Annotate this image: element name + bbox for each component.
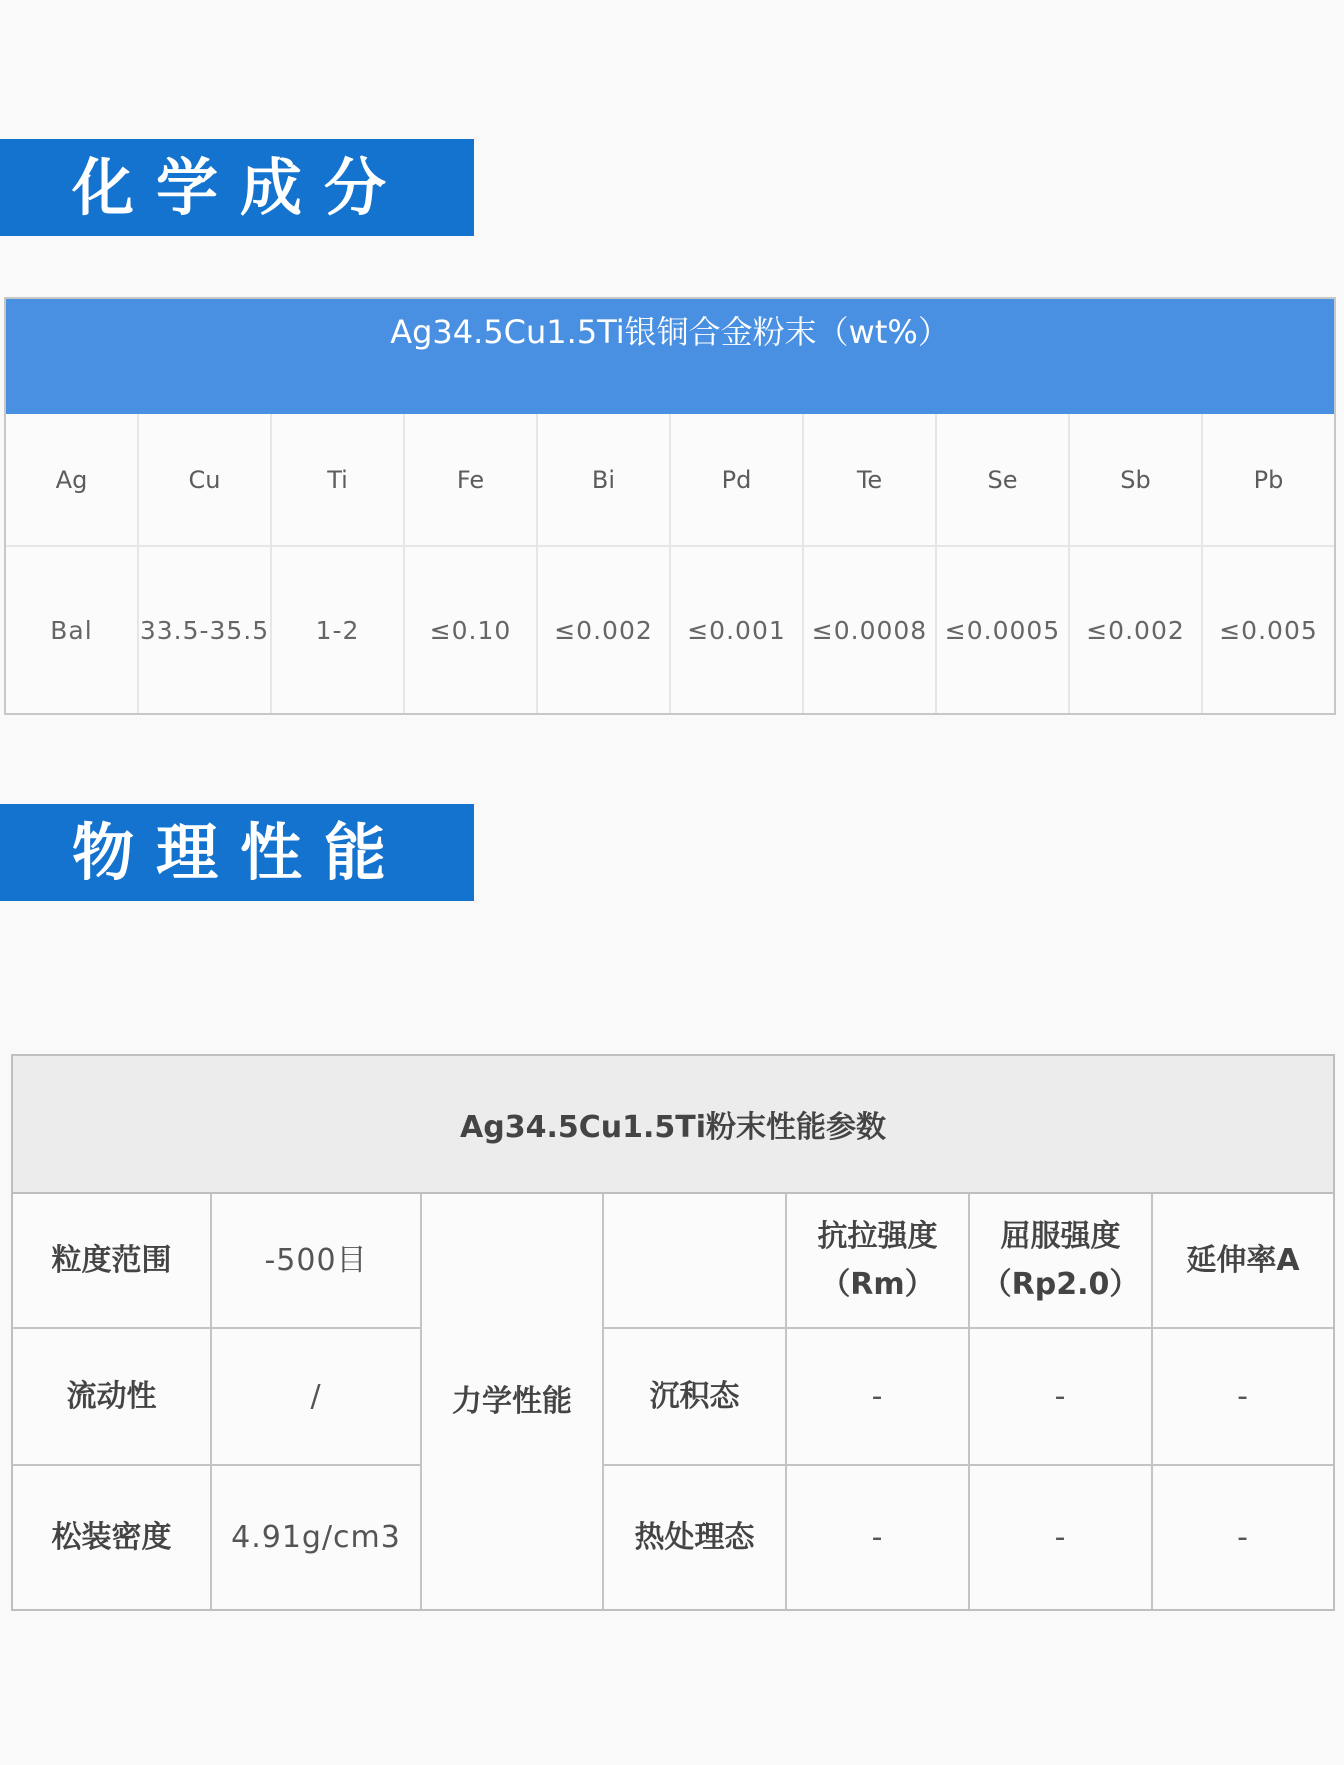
value-cell: ≤0.0005 (937, 547, 1070, 713)
element-cell: Se (937, 414, 1070, 545)
flowability-label: 流动性 (13, 1329, 212, 1466)
composition-value-row (6, 547, 1334, 713)
heat-treated-yield-value: - (970, 1466, 1153, 1609)
element-cell: Te (804, 414, 937, 545)
element-cell: Sb (1070, 414, 1203, 545)
element-cell: Ag (6, 414, 139, 545)
heat-treated-tensile-value: - (787, 1466, 970, 1609)
element-header-row (6, 414, 1334, 547)
composition-table-title: Ag34.5Cu1.5Ti银铜合金粉末（wt%） (6, 299, 1334, 414)
element-cell: Bi (538, 414, 671, 545)
value-cell: 1-2 (272, 547, 405, 713)
value-cell: ≤0.10 (405, 547, 538, 713)
particle-size-label: 粒度范围 (13, 1194, 212, 1329)
particle-size-value: -500目 (212, 1194, 422, 1329)
heat-treated-state-label: 热处理态 (604, 1466, 787, 1609)
element-cell: Pb (1253, 465, 1284, 494)
heat-treated-elongation-value: - (1237, 1519, 1249, 1555)
value-cell: ≤0.0008 (804, 547, 937, 713)
deposited-elongation-value: - (1153, 1329, 1333, 1466)
section-title-chemical: 化学成分 (0, 139, 474, 236)
value-cell: ≤0.005 (1219, 615, 1318, 645)
flowability-value: / (212, 1329, 422, 1466)
value-cell: ≤0.001 (671, 547, 804, 713)
value-cell: ≤0.002 (538, 547, 671, 713)
value-cell: 33.5-35.5 (139, 547, 272, 713)
bulk-density-value: 4.91g/cm3 (212, 1466, 422, 1609)
deposited-tensile-value: - (787, 1329, 970, 1466)
elongation-header: 延伸率A (1153, 1194, 1333, 1329)
mech-header-blank (604, 1194, 787, 1329)
section-title-physical: 物理性能 (0, 804, 474, 901)
properties-table-title: Ag34.5Cu1.5Ti粉末性能参数 (13, 1056, 1333, 1194)
mechanical-properties-label: 力学性能 (422, 1194, 604, 1609)
value-cell: Bal (6, 547, 139, 713)
element-cell: Cu (139, 414, 272, 545)
deposited-yield-value: - (970, 1329, 1153, 1466)
value-cell: ≤0.002 (1070, 547, 1203, 713)
element-cell: Pd (671, 414, 804, 545)
composition-table (4, 297, 1336, 715)
element-cell: Fe (405, 414, 538, 545)
deposited-state-label: 沉积态 (604, 1329, 787, 1466)
properties-table (11, 1054, 1335, 1611)
bulk-density-label: 松装密度 (13, 1466, 212, 1609)
element-cell: Ti (272, 414, 405, 545)
yield-strength-header: 屈服强度（Rp2.0） (970, 1194, 1153, 1329)
tensile-strength-header: 抗拉强度（Rm） (787, 1194, 970, 1329)
